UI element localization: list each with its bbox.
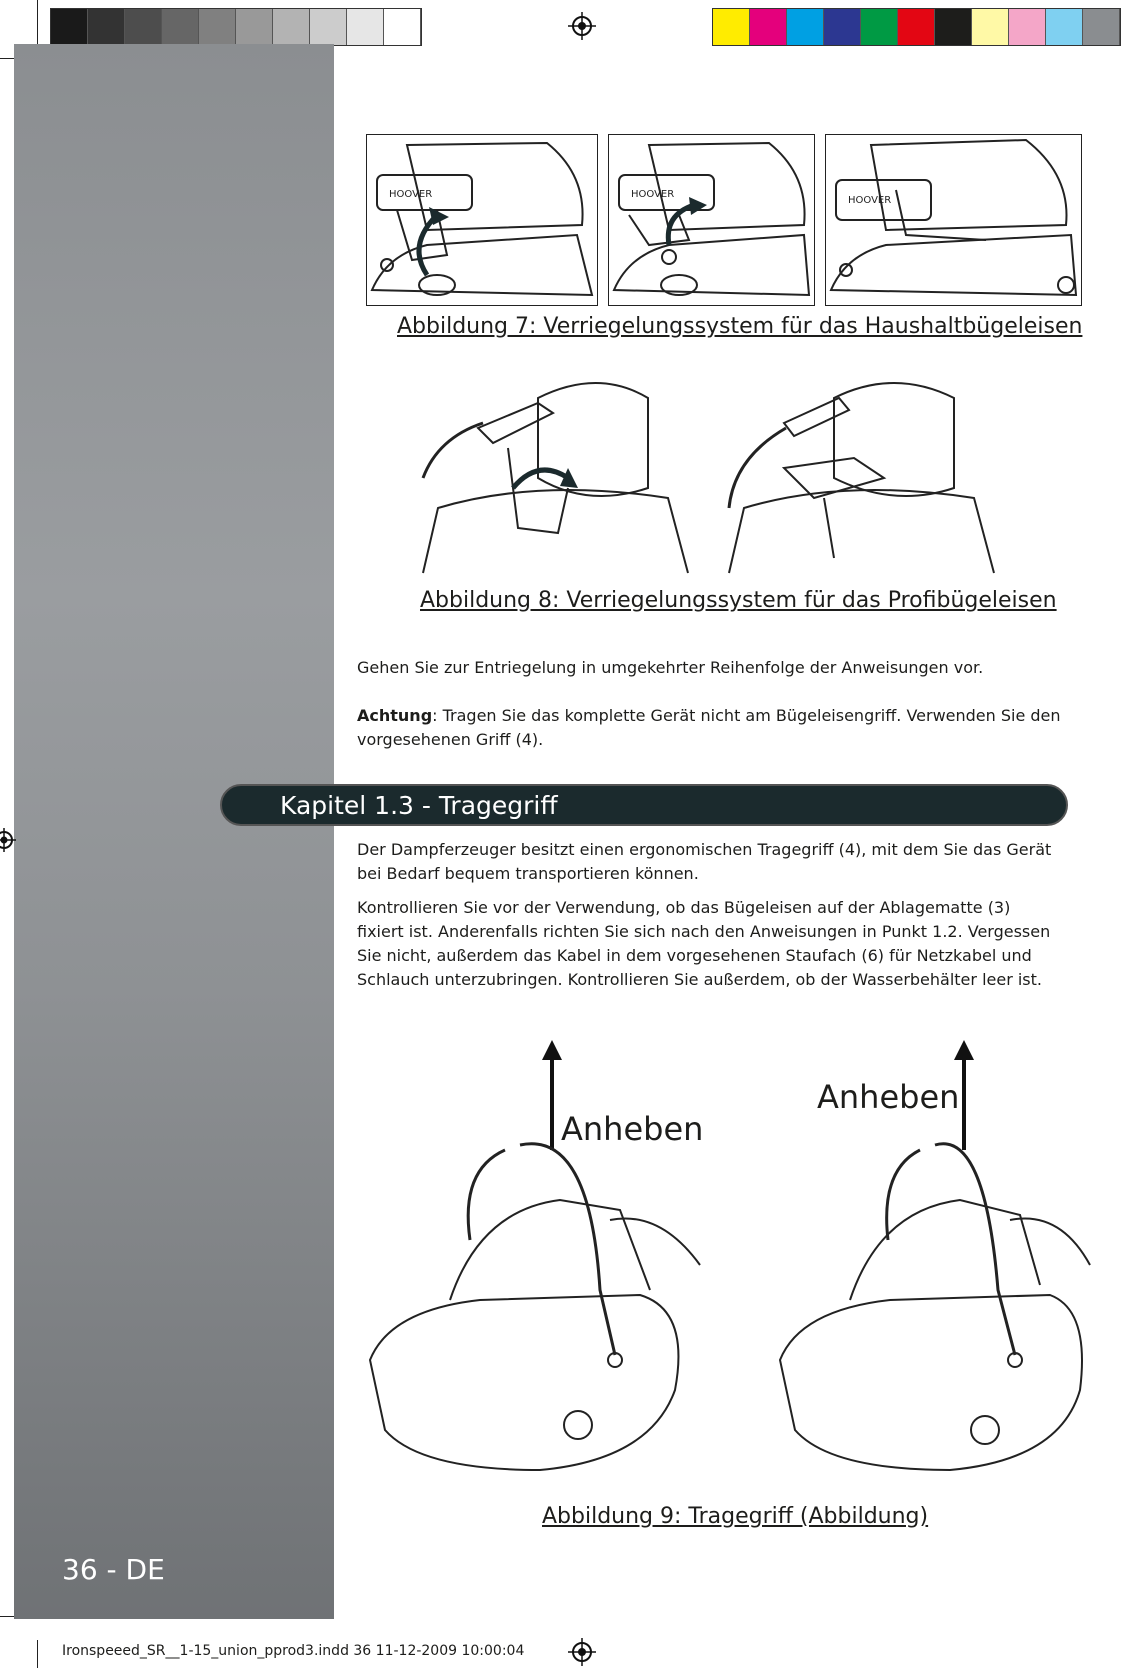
gray-swatch — [384, 9, 421, 45]
figure-7 — [366, 134, 1082, 306]
registration-mark-icon — [0, 826, 18, 854]
color-bar — [712, 8, 1121, 46]
color-swatch — [713, 9, 750, 45]
gray-swatch — [236, 9, 273, 45]
color-swatch — [1046, 9, 1083, 45]
gray-swatch — [199, 9, 236, 45]
figure-7-caption: Abbildung 7: Verriegelungssystem für das Haushaltbügeleisen — [397, 314, 1083, 339]
pro-iron-lock-illustration-1 — [418, 368, 696, 576]
crop-mark-bottom-left — [0, 1616, 14, 1617]
crop-mark-top — [37, 0, 38, 48]
svg-text:HOOVER: HOOVER — [631, 189, 675, 200]
lift-label-right: Anheben — [817, 1078, 960, 1116]
color-swatch — [1083, 9, 1120, 45]
color-swatch — [898, 9, 935, 45]
pre-transport-checks: Kontrollieren Sie vor der Verwendung, ob das Bügeleisen auf der Ablagematte (3) fixiert ist. Anderenfalls richten Sie sich nach den Anweisungen in Punkt 1.2. Vergessen Sie nicht, außerdem das Kabel in dem vorgesehenen Staufach (6) für Netzkabel und Schlauch unterzubringen. Kontrollieren Sie außerdem, ob der Wasserbehälter leer ist. — [357, 898, 1051, 989]
figure-8-caption: Abbildung 8: Verriegelungssystem für das Profibügeleisen — [420, 588, 1057, 613]
registration-mark-icon — [568, 12, 596, 40]
color-swatch — [861, 9, 898, 45]
gray-swatch — [51, 9, 88, 45]
gray-swatch — [347, 9, 384, 45]
svg-text:HOOVER: HOOVER — [848, 195, 892, 206]
color-swatch — [935, 9, 972, 45]
color-swatch — [972, 9, 1009, 45]
sidebar-band — [14, 44, 334, 1619]
color-swatch — [1009, 9, 1046, 45]
gray-swatch — [162, 9, 199, 45]
file-slug: Ironspeeed_SR__1-15_union_pprod3.indd 36 11-12-2009 10:00:04 — [62, 1643, 525, 1659]
warning-text: : Tragen Sie das komplette Gerät nicht am Bügeleisengriff. Verwenden Sie den vorgesehenen Griff (4). — [357, 706, 1061, 749]
grayscale-bar — [50, 8, 422, 46]
figure-8 — [418, 368, 1002, 576]
warning-label: Achtung — [357, 706, 433, 725]
gray-swatch — [273, 9, 310, 45]
iron-lock-illustration-1 — [366, 134, 598, 306]
lift-illustration-home — [360, 1040, 720, 1480]
page-number: 36 - DE — [62, 1553, 165, 1586]
registration-mark-icon — [568, 1638, 596, 1666]
crop-mark-left — [0, 58, 14, 59]
gray-swatch — [125, 9, 162, 45]
lift-label-left: Anheben — [561, 1110, 704, 1148]
handle-description: Der Dampferzeuger besitzt einen ergonomischen Tragegriff (4), mit dem Sie das Gerät bei Bedarf bequem transportieren können. — [357, 840, 1052, 883]
color-swatch — [750, 9, 787, 45]
color-swatch — [787, 9, 824, 45]
svg-text:HOOVER: HOOVER — [389, 189, 433, 200]
gray-swatch — [88, 9, 125, 45]
crop-mark-bottom — [37, 1640, 38, 1668]
unlock-instruction: Gehen Sie zur Entriegelung in umgekehrter Reihenfolge der Anweisungen vor. — [357, 658, 984, 677]
warning-paragraph — [357, 704, 1077, 752]
color-swatch — [824, 9, 861, 45]
iron-lock-illustration-3 — [825, 134, 1082, 306]
chapter-title: Kapitel 1.3 - Tragegriff — [280, 791, 558, 820]
pro-iron-lock-illustration-2 — [724, 368, 1002, 576]
chapter-banner — [220, 784, 1068, 826]
iron-lock-illustration-2 — [608, 134, 815, 306]
figure-9-caption: Abbildung 9: Tragegriff (Abbildung) — [542, 1504, 929, 1529]
gray-swatch — [310, 9, 347, 45]
